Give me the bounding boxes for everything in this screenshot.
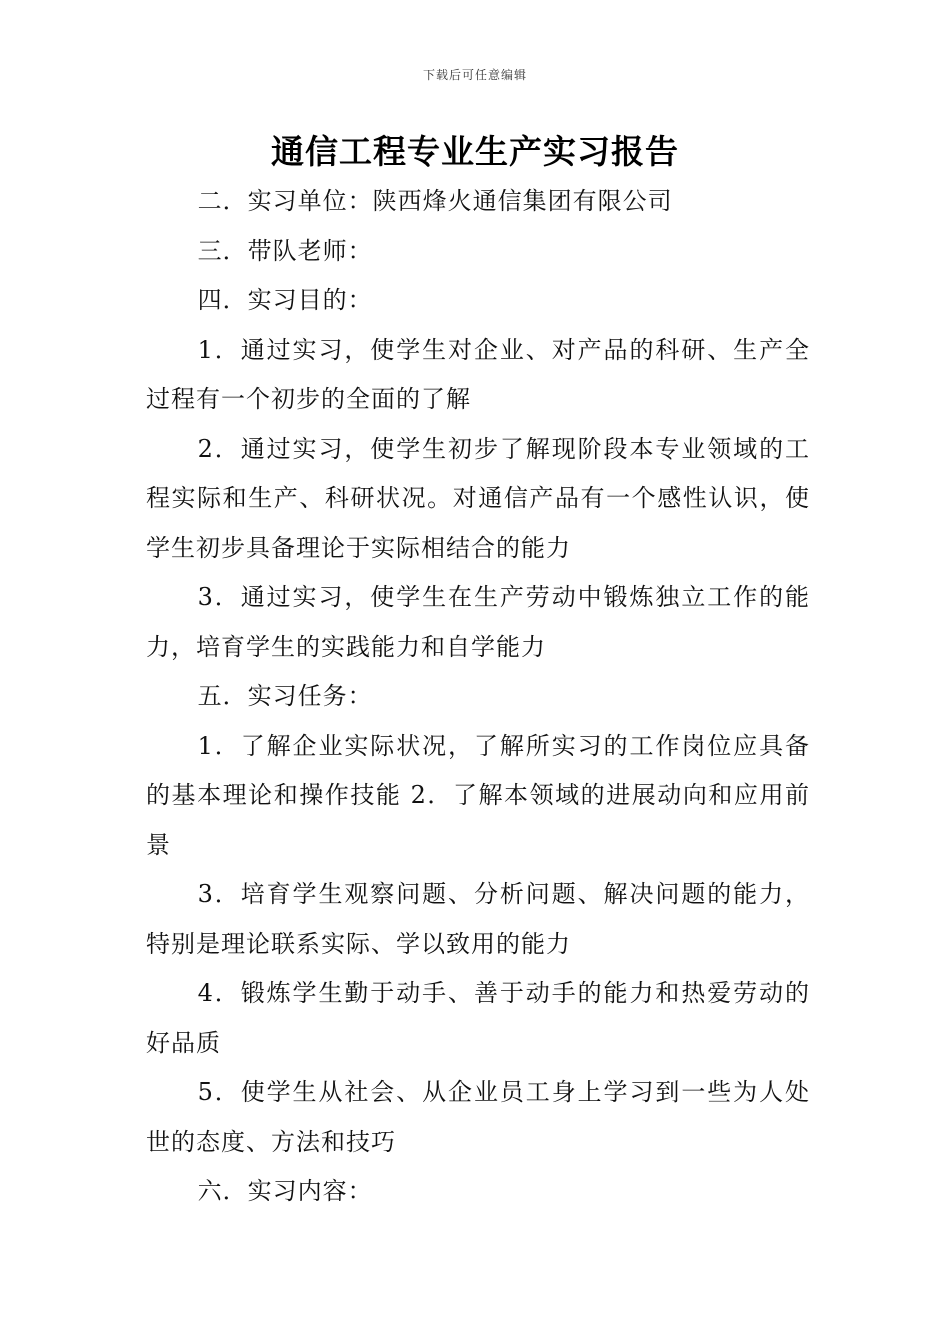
task-item-4: 4．锻炼学生勤于动手、善于动手的能力和热爱劳动的好品质 [146, 979, 810, 1057]
purpose-item-3: 3．通过实习，使学生在生产劳动中锻炼独立工作的能力，培育学生的实践能力和自学能力 [146, 583, 810, 661]
section-internship-tasks-heading: 五．实习任务： [197, 682, 373, 710]
purpose-item-2: 2．通过实习，使学生初步了解现阶段本专业领域的工程实际和生产、科研状况。对通信产品有一个感性认识，使学生初步具备理论于实际相结合的能力 [146, 434, 810, 562]
section-internship-unit: 二．实习单位：陕西烽火通信集团有限公司 [197, 187, 673, 215]
task-item-3: 3．培育学生观察问题、分析问题、解决问题的能力，特别是理论联系实际、学以致用的能力 [146, 880, 810, 958]
document-body [146, 177, 810, 1217]
section-internship-purpose-heading: 四．实习目的： [197, 286, 373, 314]
section-internship-content-heading: 六．实习内容： [197, 1177, 373, 1205]
page-title: 通信工程专业生产实习报告 [271, 132, 679, 171]
section-supervising-teacher: 三．带队老师： [197, 236, 373, 265]
task-item-5: 5．使学生从社会、从企业员工身上学习到一些为人处世的态度、方法和技巧 [146, 1078, 810, 1156]
header-note: 下载后可任意编辑 [422, 68, 527, 82]
task-item-1-2: 1．了解企业实际状况，了解所实习的工作岗位应具备的基本理论和操作技能 2．了解本领域的进展动向和应用前景 [146, 731, 810, 859]
purpose-item-1: 1．通过实习，使学生对企业、对产品的科研、生产全过程有一个初步的全面的了解 [146, 335, 810, 413]
